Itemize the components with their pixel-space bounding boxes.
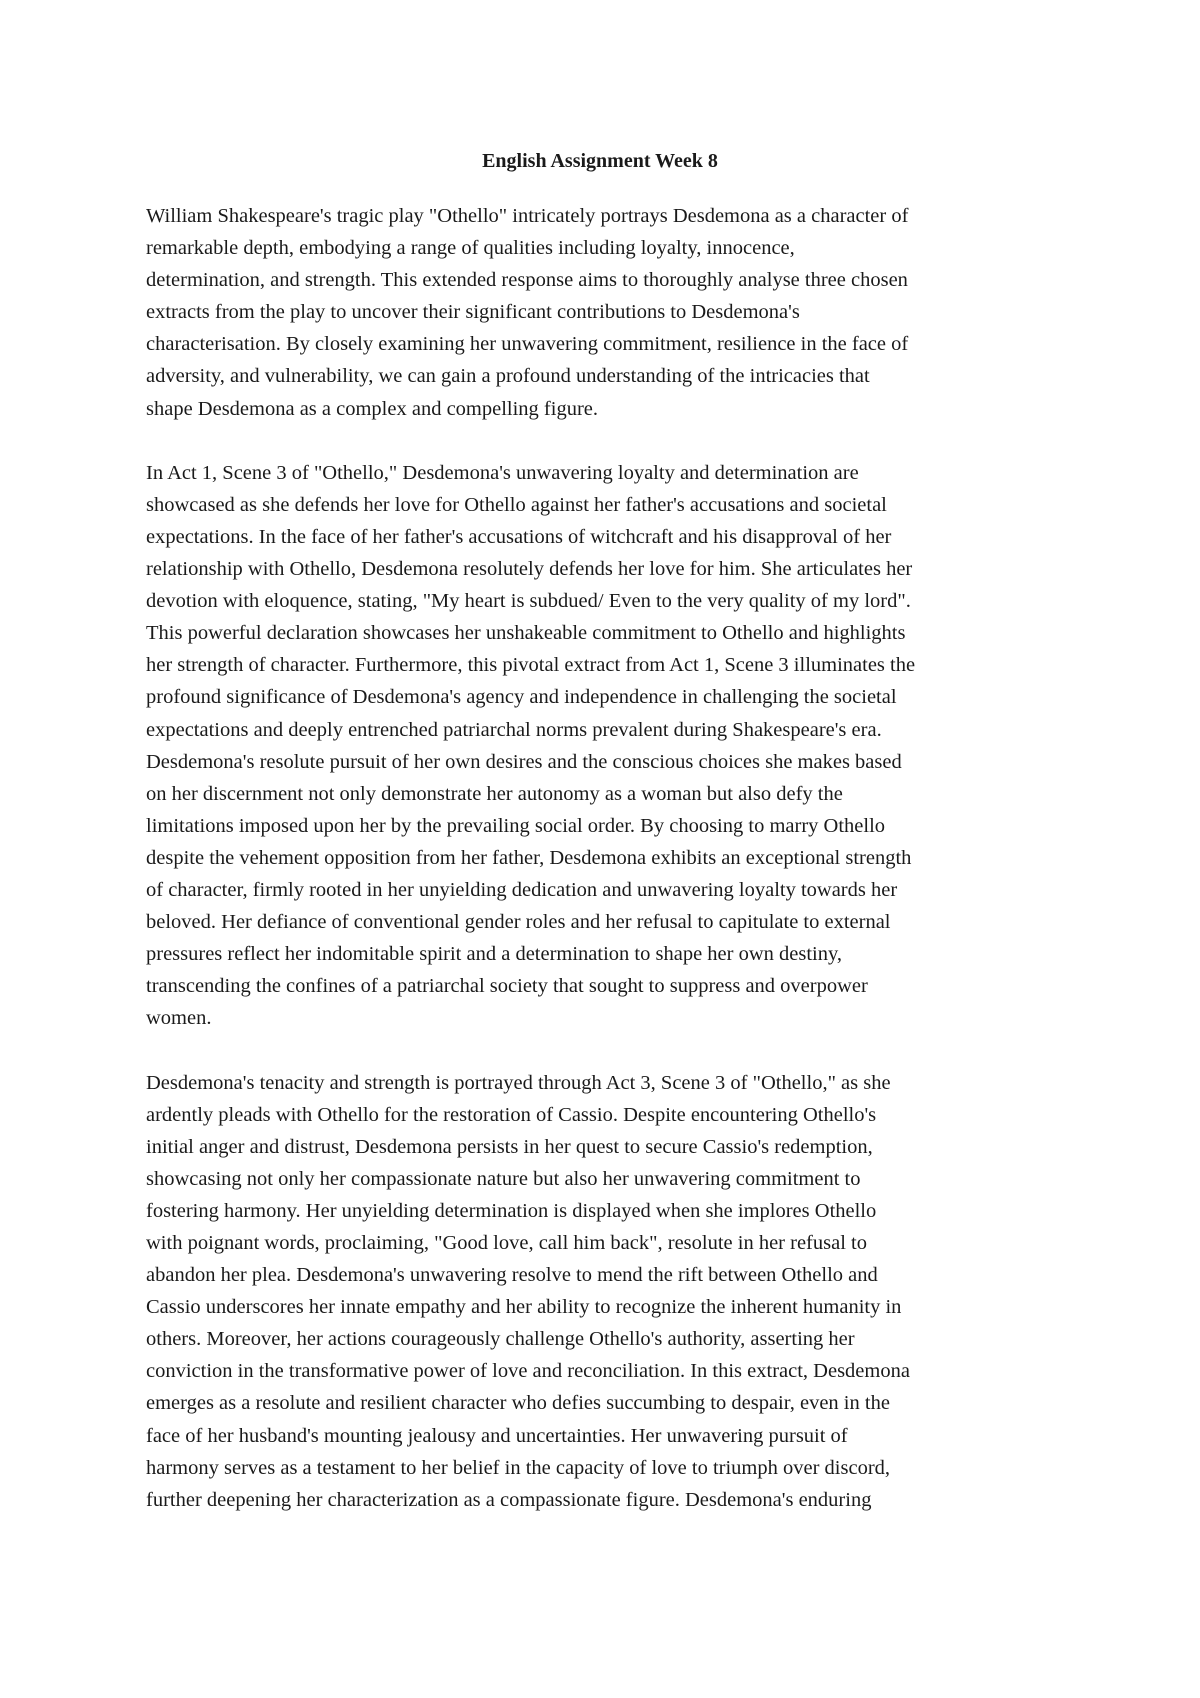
text-line: ardently pleads with Othello for the restoration of Cassio. Despite encountering Othello's xyxy=(146,1103,877,1126)
text-line: pressures reflect her indomitable spirit and a determination to shape her own destiny, xyxy=(146,943,843,966)
text-line: Desdemona's resolute pursuit of her own desires and the conscious choices she makes based xyxy=(146,750,902,773)
text-line: This powerful declaration showcases her unshakeable commitment to Othello and highlights xyxy=(146,622,906,645)
text-line: Desdemona's tenacity and strength is portrayed through Act 3, Scene 3 of "Othello," as she xyxy=(146,1071,891,1094)
document-body xyxy=(146,200,1066,1548)
paragraph-3 xyxy=(146,1067,1066,1516)
text-line: with poignant words, proclaiming, "Good love, call him back", resolute in her refusal to xyxy=(146,1232,867,1254)
text-line: showcased as she defends her love for Othello against her father's accusations and societal xyxy=(146,493,887,516)
text-line: devotion with eloquence, stating, "My heart is subdued/ Even to the very quality of my lord". xyxy=(146,590,911,613)
text-line: profound significance of Desdemona's agency and independence in challenging the societal xyxy=(146,686,897,709)
text-line: limitations imposed upon her by the prevailing social order. By choosing to marry Othello xyxy=(146,814,886,837)
text-line: on her discernment not only demonstrate her autonomy as a woman but also defy the xyxy=(146,782,843,805)
paragraph-1 xyxy=(146,200,1066,425)
text-line: adversity, and vulnerability, we can gain a profound understanding of the intricacies that xyxy=(146,365,870,388)
text-line: initial anger and distrust, Desdemona persists in her quest to secure Cassio's redemption, xyxy=(146,1135,873,1158)
text-line: extracts from the play to uncover their significant contributions to Desdemona's xyxy=(146,301,800,324)
text-line: showcasing not only her compassionate nature but also her unwavering commitment to xyxy=(146,1167,861,1190)
text-line: William Shakespeare's tragic play "Othello" intricately portrays Desdemona as a character of xyxy=(146,205,909,227)
text-line: Cassio underscores her innate empathy and her ability to recognize the inherent humanity in xyxy=(146,1296,902,1319)
text-line: shape Desdemona as a complex and compelling figure. xyxy=(146,397,598,420)
text-line: harmony serves as a testament to her belief in the capacity of love to triumph over discord, xyxy=(146,1456,891,1479)
paragraph-2 xyxy=(146,457,1066,1035)
text-line: further deepening her characterization as a compassionate figure. Desdemona's enduring xyxy=(146,1488,872,1511)
document-title: English Assignment Week 8 xyxy=(482,150,718,172)
text-line: face of her husband's mounting jealousy and uncertainties. Her unwavering pursuit of xyxy=(146,1424,848,1447)
text-line: emerges as a resolute and resilient character who defies succumbing to despair, even in the xyxy=(146,1392,890,1415)
text-line: relationship with Othello, Desdemona resolutely defends her love for him. She articulates her xyxy=(146,558,913,581)
text-line: fostering harmony. Her unyielding determination is displayed when she implores Othello xyxy=(146,1199,877,1222)
text-line: abandon her plea. Desdemona's unwavering resolve to mend the rift between Othello and xyxy=(146,1264,878,1287)
text-line: remarkable depth, embodying a range of qualities including loyalty, innocence, xyxy=(146,237,795,260)
text-line: characterisation. By closely examining her unwavering commitment, resilience in the face of xyxy=(146,333,909,356)
text-line: of character, firmly rooted in her unyielding dedication and unwavering loyalty towards her xyxy=(146,878,898,901)
text-line: expectations. In the face of her father's accusations of witchcraft and his disapproval of her xyxy=(146,525,892,548)
text-line: women. xyxy=(146,1007,212,1030)
text-line: expectations and deeply entrenched patriarchal norms prevalent during Shakespeare's era. xyxy=(146,718,882,741)
text-line: determination, and strength. This extended response aims to thoroughly analyse three chosen xyxy=(146,269,908,292)
text-line: conviction in the transformative power of love and reconciliation. In this extract, Desdemona xyxy=(146,1360,910,1383)
text-line: despite the vehement opposition from her father, Desdemona exhibits an exceptional strength xyxy=(146,846,912,869)
text-line: beloved. Her defiance of conventional gender roles and her refusal to capitulate to external xyxy=(146,911,891,934)
text-line: others. Moreover, her actions courageously challenge Othello's authority, asserting her xyxy=(146,1328,855,1351)
text-line: In Act 1, Scene 3 of "Othello," Desdemona's unwavering loyalty and determination are xyxy=(146,461,859,484)
text-line: transcending the confines of a patriarchal society that sought to suppress and overpower xyxy=(146,975,868,998)
text-line: her strength of character. Furthermore, this pivotal extract from Act 1, Scene 3 illuminates the xyxy=(146,654,916,677)
